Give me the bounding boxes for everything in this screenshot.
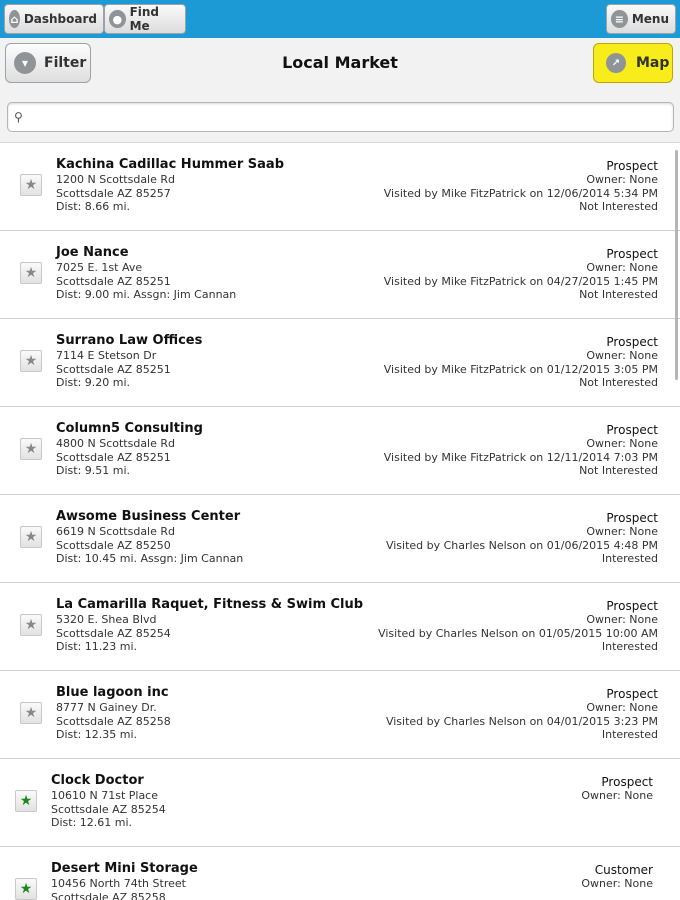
business-name: Joe Nance bbox=[56, 245, 129, 260]
owner-label: Owner: None bbox=[586, 525, 658, 538]
street-address: 5320 E. Shea Blvd bbox=[56, 613, 157, 626]
list-item[interactable] bbox=[0, 231, 680, 319]
city-address: Scottsdale AZ 85258 bbox=[56, 714, 171, 728]
home-icon: ⌂ bbox=[9, 10, 20, 28]
owner-label: Owner: None bbox=[581, 789, 653, 802]
street-address: 8777 N Gainey Dr. bbox=[56, 701, 157, 714]
interest-label: Interested bbox=[601, 552, 658, 565]
star-icon[interactable]: ★ bbox=[20, 438, 42, 460]
distance: Dist: 11.23 mi. bbox=[56, 640, 138, 653]
owner-label: Owner: None bbox=[586, 437, 658, 450]
find-me-label: Find Me bbox=[129, 5, 160, 33]
distance: Dist: 10.45 mi. Assgn: Jim Cannan bbox=[56, 552, 244, 565]
distance: Dist: 12.35 mi. bbox=[56, 728, 138, 741]
find-me-button[interactable] bbox=[104, 4, 186, 34]
star-icon[interactable]: ★ bbox=[20, 526, 42, 548]
star-icon[interactable]: ★ bbox=[20, 614, 42, 636]
list-item[interactable] bbox=[0, 319, 680, 407]
street-address: 7025 E. 1st Ave bbox=[56, 261, 143, 274]
star-icon[interactable]: ★ bbox=[20, 350, 42, 372]
search-box[interactable] bbox=[7, 102, 674, 132]
visited-label: Visited by Mike FitzPatrick on 01/12/2015 3:05 PM bbox=[383, 362, 658, 376]
location-pin-icon: ● bbox=[109, 10, 126, 28]
dashboard-label: Dashboard bbox=[23, 12, 97, 26]
city-address: Scottsdale AZ 85251 bbox=[56, 274, 171, 288]
star-icon[interactable]: ★ bbox=[20, 262, 42, 284]
distance: Dist: 9.20 mi. bbox=[56, 376, 131, 389]
menu-label: Menu bbox=[631, 12, 669, 26]
status-label: Prospect bbox=[606, 687, 658, 701]
status-label: Prospect bbox=[606, 247, 658, 261]
star-icon[interactable]: ★ bbox=[15, 878, 37, 900]
distance: Dist: 9.51 mi. bbox=[56, 464, 131, 477]
visited-label: Visited by Charles Nelson on 01/05/2015 10:00 AM bbox=[378, 626, 658, 640]
scrollbar[interactable] bbox=[675, 150, 678, 380]
city-address: Scottsdale AZ 85251 bbox=[56, 450, 171, 464]
status-label: Prospect bbox=[606, 159, 658, 173]
city-address: Scottsdale AZ 85251 bbox=[56, 362, 171, 376]
page-title: Local Market bbox=[282, 53, 398, 72]
business-name: Surrano Law Offices bbox=[56, 333, 203, 348]
business-name: Clock Doctor bbox=[51, 773, 144, 788]
business-name: Blue lagoon inc bbox=[56, 685, 169, 700]
list-item[interactable] bbox=[0, 583, 680, 671]
list-item[interactable] bbox=[0, 143, 680, 231]
menu-icon: ≡ bbox=[611, 10, 628, 28]
interest-label: Not Interested bbox=[579, 288, 658, 301]
business-name: La Camarilla Raquet, Fitness & Swim Club bbox=[56, 597, 364, 612]
city-address: Scottsdale AZ 85257 bbox=[56, 186, 171, 200]
street-address: 10456 North 74th Street bbox=[51, 877, 186, 890]
owner-label: Owner: None bbox=[581, 877, 653, 890]
owner-label: Owner: None bbox=[586, 173, 658, 186]
star-icon[interactable]: ★ bbox=[20, 702, 42, 724]
top-nav-bar bbox=[0, 0, 680, 38]
city-address: Scottsdale AZ 85258 bbox=[51, 890, 166, 900]
visited-label: Visited by Charles Nelson on 04/01/2015 3:23 PM bbox=[385, 714, 658, 728]
interest-label: Not Interested bbox=[579, 376, 658, 389]
status-label: Prospect bbox=[606, 511, 658, 525]
menu-button[interactable] bbox=[606, 4, 676, 34]
business-name: Column5 Consulting bbox=[56, 421, 203, 436]
street-address: 4800 N Scottsdale Rd bbox=[56, 437, 176, 450]
status-label: Prospect bbox=[606, 599, 658, 613]
status-label: Prospect bbox=[606, 335, 658, 349]
map-label: Map bbox=[636, 55, 670, 71]
list-item[interactable] bbox=[0, 407, 680, 495]
distance: Dist: 9.00 mi. Assgn: Jim Cannan bbox=[56, 288, 237, 301]
search-input[interactable] bbox=[29, 110, 673, 125]
page-header bbox=[0, 38, 680, 88]
street-address: 7114 E Stetson Dr bbox=[56, 349, 157, 362]
business-name: Awsome Business Center bbox=[56, 509, 241, 524]
search-icon: ⚲ bbox=[14, 110, 23, 124]
dashboard-button[interactable] bbox=[4, 4, 104, 34]
distance: Dist: 12.61 mi. bbox=[51, 816, 133, 829]
visited-label: Visited by Mike FitzPatrick on 04/27/2015 1:45 PM bbox=[383, 274, 658, 288]
business-name: Kachina Cadillac Hummer Saab bbox=[56, 157, 285, 172]
city-address: Scottsdale AZ 85250 bbox=[56, 538, 171, 552]
interest-label: Not Interested bbox=[579, 464, 658, 477]
interest-label: Interested bbox=[601, 640, 658, 653]
business-list bbox=[0, 143, 680, 900]
list-item[interactable] bbox=[0, 671, 680, 759]
star-icon[interactable]: ★ bbox=[20, 174, 42, 196]
search-bar bbox=[0, 88, 680, 143]
city-address: Scottsdale AZ 85254 bbox=[51, 802, 166, 816]
owner-label: Owner: None bbox=[586, 349, 658, 362]
business-name: Desert Mini Storage bbox=[51, 861, 198, 876]
street-address: 6619 N Scottsdale Rd bbox=[56, 525, 176, 538]
map-icon: ↗ bbox=[606, 53, 626, 73]
interest-label: Not Interested bbox=[579, 200, 658, 213]
visited-label: Visited by Charles Nelson on 01/06/2015 4:48 PM bbox=[385, 538, 658, 552]
owner-label: Owner: None bbox=[586, 613, 658, 626]
city-address: Scottsdale AZ 85254 bbox=[56, 626, 171, 640]
distance: Dist: 8.66 mi. bbox=[56, 200, 131, 213]
status-label: Customer bbox=[594, 863, 653, 877]
street-address: 1200 N Scottsdale Rd bbox=[56, 173, 176, 186]
map-button[interactable] bbox=[593, 43, 673, 83]
status-label: Prospect bbox=[601, 775, 653, 789]
list-item[interactable] bbox=[0, 495, 680, 583]
visited-label: Visited by Mike FitzPatrick on 12/06/2014 5:34 PM bbox=[383, 186, 658, 200]
status-label: Prospect bbox=[606, 423, 658, 437]
street-address: 10610 N 71st Place bbox=[51, 789, 158, 802]
owner-label: Owner: None bbox=[586, 701, 658, 714]
list-item[interactable] bbox=[0, 759, 680, 847]
star-icon[interactable]: ★ bbox=[15, 790, 37, 812]
filter-label: Filter bbox=[44, 55, 87, 71]
list-item[interactable] bbox=[0, 847, 680, 900]
interest-label: Interested bbox=[601, 728, 658, 741]
chevron-down-icon: ▾ bbox=[14, 52, 36, 74]
visited-label: Visited by Mike FitzPatrick on 12/11/2014 7:03 PM bbox=[383, 450, 658, 464]
owner-label: Owner: None bbox=[586, 261, 658, 274]
